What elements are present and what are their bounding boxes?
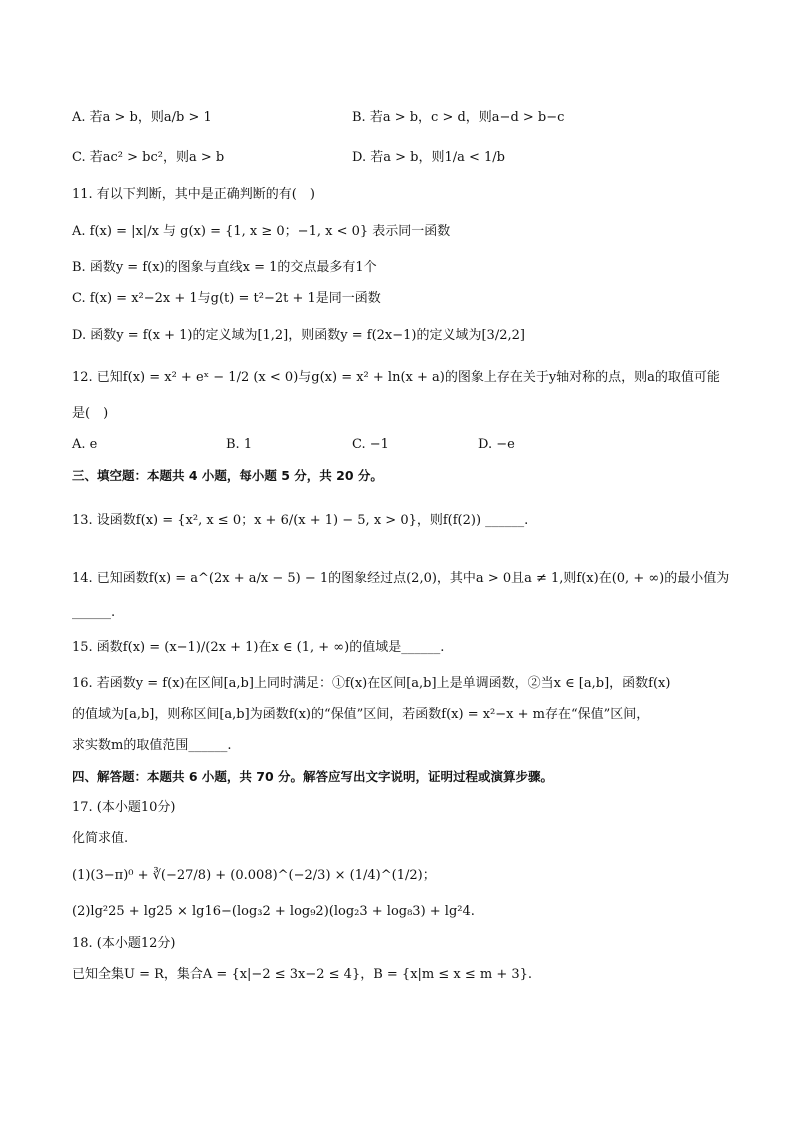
q17-part2: (2)lg²25 + lg25 × lg16−(log₃2 + log₉2)(log₂3 + log₈3) + lg²4. <box>72 904 475 919</box>
q10-option-d: D. 若a > b，则1/a < 1/b <box>352 150 505 165</box>
q17-intro: 化简求值. <box>72 831 129 846</box>
section-4-heading: 四、解答题：本题共 6 小题，共 70 分。解答应写出文字说明，证明过程或演算步骤。 <box>72 769 554 784</box>
q17-part1: (1)(3−π)⁰ + ∛(−27/8) + (0.008)^(−2/3) × (1/4)^(1/2)； <box>72 868 436 883</box>
q11-option-b: B. 函数y = f(x)的图象与直线x = 1的交点最多有1个 <box>72 260 377 275</box>
q10-option-c: C. 若ac² > bc²，则a > b <box>72 150 225 165</box>
q18-body: 已知全集U = R，集合A = {x|−2 ≤ 3x−2 ≤ 4}，B = {x|m ≤ x ≤ m + 3}. <box>72 967 533 982</box>
q14-line2: ______. <box>72 605 116 620</box>
q17-heading: 17. (本小题10分) <box>72 800 176 815</box>
q12-stem-line2: 是( ) <box>72 406 109 421</box>
q12-option-d: D. −e <box>478 437 515 452</box>
q13: 13. 设函数f(x) = {x², x ≤ 0；x + 6/(x + 1) − 5, x > 0}，则f(f(2)) ______. <box>72 513 529 528</box>
q12-option-c: C. −1 <box>352 437 389 452</box>
q12-option-a: A. e <box>72 437 98 452</box>
q15: 15. 函数f(x) = (x−1)/(2x + 1)在x ∈ (1, + ∞)的值域是______. <box>72 640 445 655</box>
q10-option-a: A. 若a > b，则a/b > 1 <box>72 110 212 125</box>
q11-option-c: C. f(x) = x²−2x + 1与g(t) = t²−2t + 1是同一函数 <box>72 291 381 306</box>
q12-stem-line1: 12. 已知f(x) = x² + eˣ − 1/2 (x < 0)与g(x) = x² + ln(x + a)的图象上存在关于y轴对称的点，则a的取值可能 <box>72 370 720 385</box>
q11-stem: 11. 有以下判断，其中是正确判断的有( ) <box>72 187 315 202</box>
q10-option-b: B. 若a > b，c > d，则a−d > b−c <box>352 110 565 125</box>
q16-line2: 的值域为[a,b]，则称区间[a,b]为函数f(x)的“保值”区间，若函数f(x) = x²−x + m存在“保值”区间， <box>72 707 650 722</box>
q16-line3: 求实数m的取值范围______. <box>72 738 232 753</box>
q16-line1: 16. 若函数y = f(x)在区间[a,b]上同时满足：①f(x)在区间[a,b]上是单调函数，②当x ∈ [a,b]，函数f(x) <box>72 676 671 691</box>
q11-option-d: D. 函数y = f(x + 1)的定义域为[1,2]，则函数y = f(2x−1)的定义域为[3/2,2] <box>72 328 525 343</box>
section-3-heading: 三、填空题：本题共 4 小题，每小题 5 分，共 20 分。 <box>72 468 383 483</box>
q14-line1: 14. 已知函数f(x) = a^(2x + a/x − 5) − 1的图象经过点(2,0)，其中a > 0且a ≠ 1,则f(x)在(0, + ∞)的最小值为 <box>72 571 730 586</box>
q12-option-b: B. 1 <box>226 437 253 452</box>
q11-option-a: A. f(x) = |x|/x 与 g(x) = {1, x ≥ 0；−1, x < 0} 表示同一函数 <box>72 224 451 239</box>
q18-heading: 18. (本小题12分) <box>72 936 176 951</box>
